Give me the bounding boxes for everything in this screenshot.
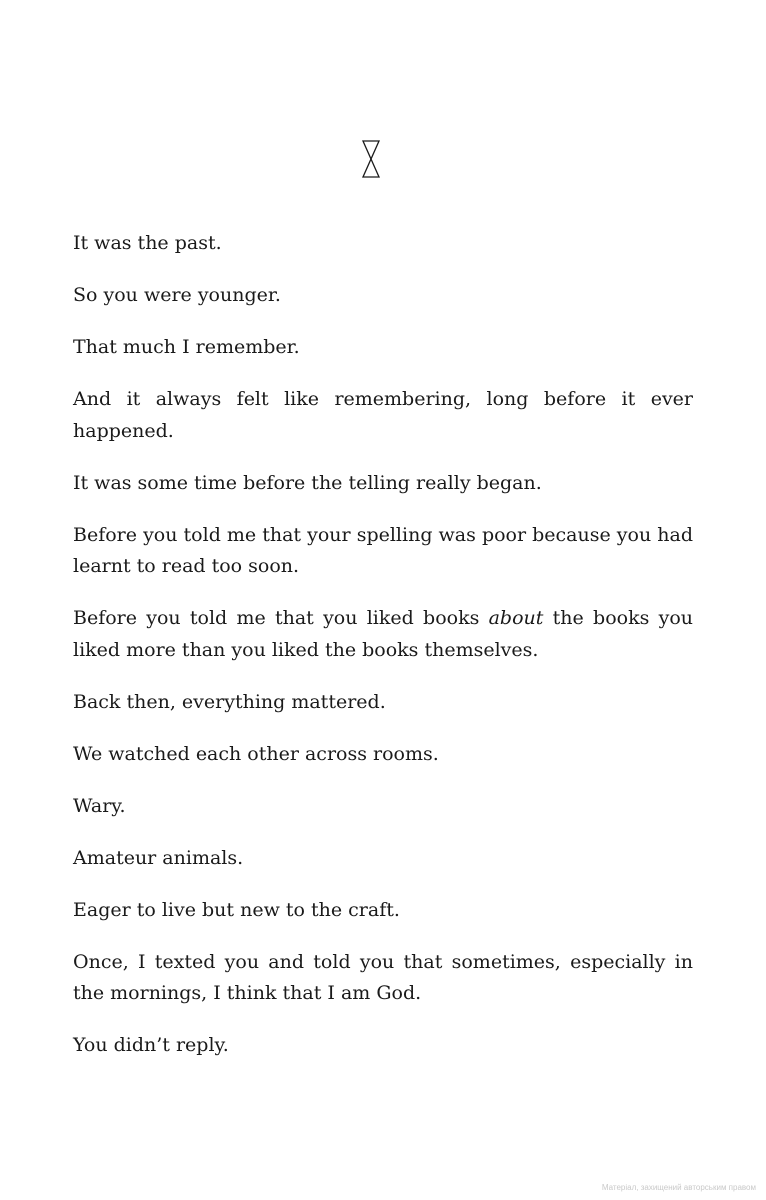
paragraph-text: We watched each other across rooms. — [73, 742, 439, 765]
paragraph — [73, 895, 693, 927]
hourglass-icon — [361, 140, 381, 178]
paragraph-text: Before you told me that your spelling was poor because you had learnt to read too soon. — [73, 523, 693, 577]
paragraph — [73, 791, 693, 823]
paragraph — [73, 603, 693, 666]
paragraph — [73, 468, 693, 500]
paragraph-text: Back then, everything mattered. — [73, 690, 386, 713]
paragraph-text: Wary. — [73, 794, 126, 817]
paragraph — [73, 687, 693, 719]
paragraph-text: Eager to live but new to the craft. — [73, 898, 400, 921]
paragraph-text: the books you liked more than you liked the books themselves. — [73, 607, 693, 661]
paragraph-text: It was some time before the telling really began. — [73, 471, 542, 494]
paragraph — [73, 332, 693, 364]
paragraph — [73, 520, 693, 583]
copyright-watermark: Матеріал, захищений авторським правом — [601, 1183, 756, 1192]
paragraph-text: Once, I texted you and told you that sometimes, especially in the mornings, I think that I am God. — [73, 950, 693, 1004]
emphasis-text: about — [488, 607, 544, 629]
paragraph — [73, 384, 693, 447]
paragraph — [73, 947, 693, 1010]
paragraph — [73, 1030, 693, 1062]
paragraph-text: And it always felt like remembering, long before it ever happened. — [73, 388, 693, 442]
paragraph-text: So you were younger. — [73, 284, 281, 306]
paragraph — [73, 843, 693, 875]
paragraph-text: That much I remember. — [73, 336, 300, 358]
paragraph-text: Amateur animals. — [73, 846, 244, 869]
paragraph — [73, 280, 693, 312]
body-text — [73, 228, 693, 1082]
paragraph — [73, 228, 693, 260]
paragraph-text: It was the past. — [73, 232, 222, 254]
paragraph-text: You didn’t reply. — [73, 1034, 229, 1056]
paragraph-text: Before you told me that you liked books — [73, 607, 489, 629]
paragraph — [73, 739, 693, 771]
